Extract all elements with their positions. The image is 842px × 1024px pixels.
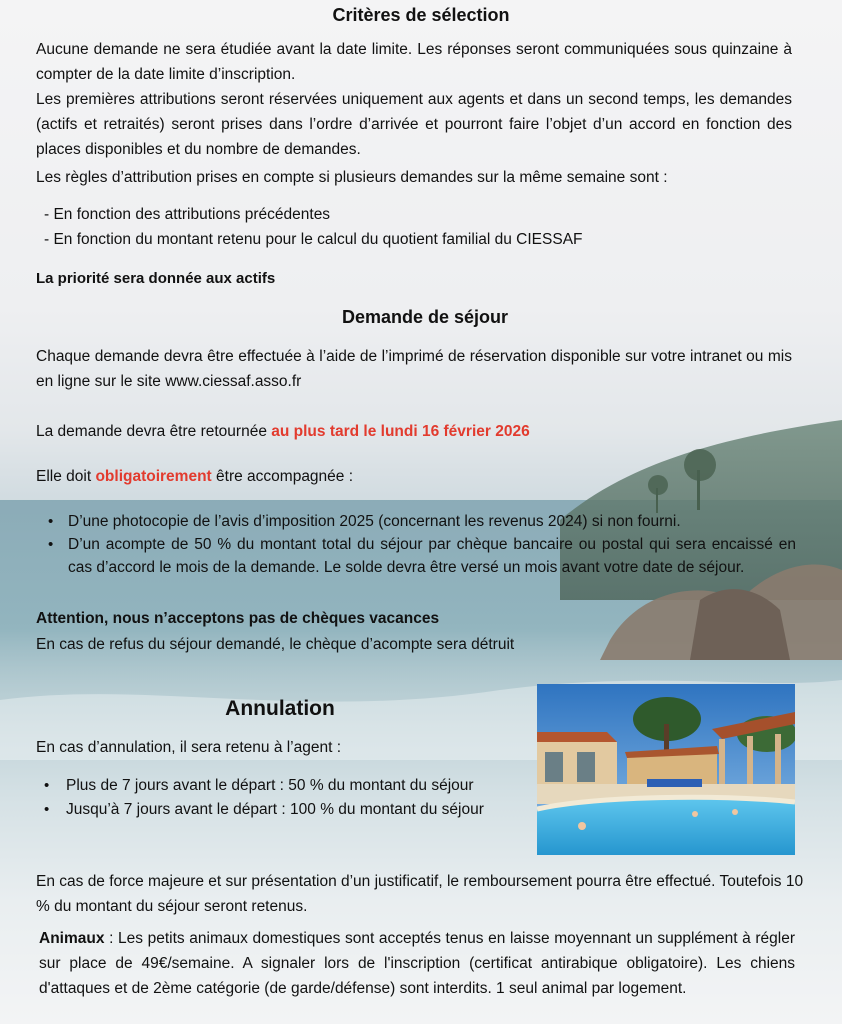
attention-note: Attention, nous n’acceptons pas de chèques vacances	[36, 610, 440, 627]
attribution-rules-list	[36, 202, 792, 252]
animaux-paragraph	[39, 926, 795, 1001]
refus-note: En cas de refus du séjour demandé, le chèque d’acompte sera détruit	[36, 636, 515, 653]
obligation-highlight: obligatoirement	[95, 468, 212, 485]
animaux-label: Animaux	[39, 930, 105, 947]
list-item: - En fonction des attributions précédentes	[44, 206, 331, 223]
annulation-intro: En cas d’annulation, il sera retenu à l’agent :	[36, 739, 342, 756]
priority-note: La priorité sera donnée aux actifs	[36, 270, 276, 287]
demande-title: Demande de séjour	[341, 307, 509, 327]
list-item: - En fonction du montant retenu pour le calcul du quotient familial du CIESSAF	[44, 231, 583, 248]
annulation-fees-list	[32, 774, 532, 822]
obligation-line	[36, 464, 792, 489]
criteres-paragraph-2: Les premières attributions seront réservées uniquement aux agents et dans un second temps, les demandes (actifs et retraités) seront prises dans l’ordre d’arrivée et pourront faire l’objet d’un accord en fonction des places disponibles et du nombre de demandes.	[36, 91, 792, 158]
resort-pool-photo	[537, 684, 795, 855]
list-item: • D’une photocopie de l’avis d’imposition 2025 (concernant les revenus 2024) si non fourni.	[36, 510, 796, 533]
required-documents-list	[36, 510, 796, 579]
deadline-line	[36, 419, 792, 444]
criteres-paragraph-1: Aucune demande ne sera étudiée avant la date limite. Les réponses seront communiquées sous quinzaine à compter de la date limite d’inscription.	[36, 41, 792, 83]
list-item: • D’un acompte de 50 % du montant total du séjour par chèque bancaire ou postal qui sera encaissé en cas d’accord le mois de la demande. Le solde devra être versé un mois avant votre date de séjour.	[36, 533, 796, 579]
obligation-prefix: Elle doit	[36, 468, 96, 485]
list-item: • Plus de 7 jours avant le départ : 50 % du montant du séjour	[32, 774, 532, 798]
animaux-text: : Les petits animaux domestiques sont acceptés tenus en laisse moyennant un supplément à régler sur place de 49€/semaine. A signaler lors de l'inscription (certificat antirabique obligatoire). Les chiens d'attaques et de 2ème catégorie (de garde/défense) sont interdits. 1 seul animal par logement.	[39, 930, 795, 997]
obligation-suffix: être accompagnée :	[211, 468, 354, 485]
list-item: • Jusqu’à 7 jours avant le départ : 100 % du montant du séjour	[32, 798, 532, 822]
deadline-prefix: La demande devra être retournée	[36, 423, 272, 440]
demande-paragraph-1: Chaque demande devra être effectuée à l’aide de l’imprimé de réservation disponible sur votre intranet ou mis en ligne sur le site www.ciessaf.asso.fr	[36, 348, 792, 390]
deadline-date: au plus tard le lundi 16 février 2026	[271, 423, 530, 440]
criteres-title: Critères de sélection	[332, 5, 510, 25]
annulation-title: Annulation	[225, 697, 335, 720]
force-majeure-note: En cas de force majeure et sur présentation d’un justificatif, le remboursement pourra être effectué. Toutefois 10 % du montant du séjour seront retenus.	[36, 873, 804, 915]
criteres-paragraph-3: Les règles d’attribution prises en compte si plusieurs demandes sur la même semaine sont :	[36, 169, 668, 186]
